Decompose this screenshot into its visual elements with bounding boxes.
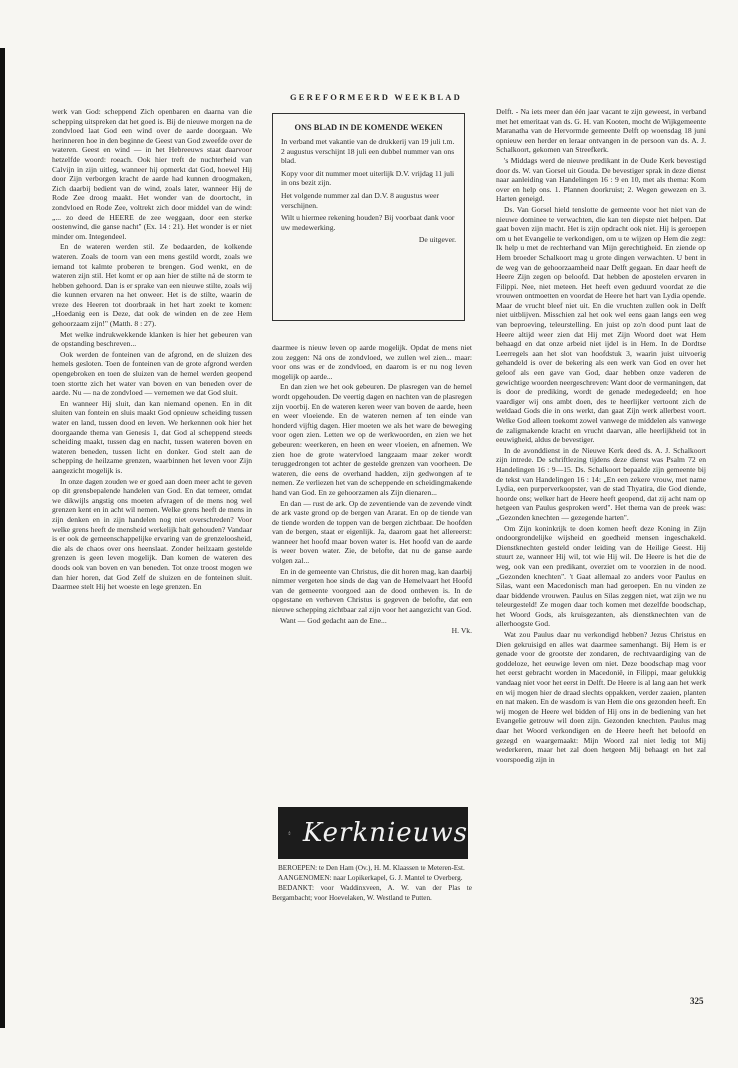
church-icon — [288, 813, 291, 853]
paragraph: werk van God: scheppend Zich openbaren en daarna van die schepping uitspreken dat het goed is. Bij de nieuwe morgen na de zondvloed laat God een wind over de aarde doorgaan. We herinneren hoe in den beginne de Geest van God zweefde over de wateren. Geest en wind — in het Hebreeuws staat daarvoor hetzelfde woord: roeach. Ook hier treft de nuchterheid van Calvijn in zijn uitleg, wanneer hij opmerkt dat God, hoewel Hij door Zijn verborgen kracht de aarde had kunnen droogmaken, Zich daarbij bedient van de wind, zoals later, wanneer Hij de Rode Zee droog maakt. Het wonder van de doortocht, in zondvloed en Rode Zee, voltrekt zich door middel van de wind: „... zo deed de HEERE de zee weggaan, door een sterke oostenwind, die ganse nacht" (Ex. 14 : 21). Het wonder is er niet minder om. Integendeel. — [52, 107, 252, 241]
notice-item: BEDANKT: voor Waddinxveen, A. W. van der Plas te Bergambacht; voor Hoevelaken, W. Westland te Putten. — [272, 884, 472, 902]
notice-item: AANGENOMEN: naar Lopikerkapel, G. J. Mantel te Overberg. — [278, 874, 463, 883]
paragraph: Ook werden de fonteinen van de afgrond, en de sluizen des hemels gesloten. Toen de fonteinen van de grote afgrond werden opengebroken en toen de sluizen van de hemel werden geopend toen stortte zich het water van boven en van beneden over de aarde. Nu — na de zondvloed — vernemen we dat God sluit. — [52, 349, 252, 398]
announcement-box — [272, 113, 465, 321]
paragraph: En in de gemeente van Christus, die dit horen mag, kan daarbij nimmer vergeten hoe sinds de dag van de Hemelvaart het Hoofd van de gemeente voorgoed aan de dood ontheven is. In de opgestane en verheven Christus is gegeven de belofte, dat een nieuwe schepping zichtbaar zal zijn voor het aangezicht van God. — [272, 566, 472, 615]
announcement-signature: De uitgever. — [418, 235, 456, 245]
paragraph: En de wateren werden stil. Ze bedaarden, de kolkende wateren. Zoals de toorn van een mens gestild wordt, zoals we iemand tot kalmte proberen te brengen. God wenkt, en de wateren zijn stil. Het komt er op aan hier de stilte ná de storm te hebben gehoord. Dan is er sprake van een nieuwe stilte, zoals wij die kunnen ervaren na het onweer. Het is de stilte, waarin de vreze des Heeren tot doorbraak in het hart zoekt te komen: „Hoedanig een is Deze, dat ook de winden en de zee Hem gehoorzaam zijn!" (Matth. 8 : 27). — [52, 242, 252, 329]
paragraph: Met welke indrukwekkende klanken is hier het gebeuren van de opstanding beschreven... — [52, 329, 252, 349]
paragraph: En dan — rust de ark. Op de zeventiende van de zevende vindt de ark vaste grond op de bergen van Ararat. En op de tiende van de tiende worden de toppen van de bergen zichtbaar. De hoofden van de bergen, staat er eigenlijk. Ja, daarom gaat het allereerst: wanneer het hoofd maar boven water is. Het hoofd van de aarde is weer boven water. Zie, de belofte, dat nu de ganse aarde volgen zal... — [272, 498, 472, 566]
kerknieuws-logo — [278, 807, 468, 859]
paragraph: 's Middags werd de nieuwe predikant in de Oude Kerk bevestigd door ds. W. van Gorsel uit Gouda. De bevestiger sprak in deze dienst naar aanleiding van Handelingen 16 : 9 en 10, met als thema: Kom over en help ons. 1. Plannen doorkruist; 2. Wegen gewezen en 3. Harten geneigd. — [496, 155, 706, 204]
paragraph: Ds. Van Gorsel hield tenslotte de gemeente voor het niet van de nieuwe dominee te verwachten, die kan ten diepste niet helpen. Dat gaat boven zijn macht. Het is zijn opdracht ook niet. Hij is geroepen om u het Evangelie te verkondigen, om u te wijzen op Hem die zegt: Ik help u met de rechterhand van Mijn gerechtigheid. En ziende op Hem broeder Schalkoort mag u grote dingen verwachten. U bent in de weg van de gehoorzaamheid naar Delft gegaan. En daar heeft de Heere Zijn zegen op beloofd. Dat hebben de apostelen ervaren in Filippi. Nee, niet meteen. Het heeft even geduurd voordat ze die vrouwen ontmoetten en voordat de Heere het hart van Lydia opende. Maar de vrucht bleef niet uit. En die vruchten zullen ook in Delft niet uitblijven. Misschien zal het ook wel eens gaan langs een weg van beproeving, teleurstelling. En juist op zo'n dood punt laat de Heere altijd weer zien dat Hij met Zijn Woord doet wat Hem behaagd en dat onze arbeid niet ijdel is in Hem. In de Dordtse Leerregels aan het slot van hoofdstuk 3, waarin juist uitvoerig gehandeld is over de bekering als een werk van God en over het geloof als een gave van God, daar hebben onze vaderen de gewichtige woorden neergeschreven: Want door de vermaningen, dat is door de prediking, wordt de genade medegedeeld; en hoe vaardiger wij ons ambt doen, des te heerlijker vertoont zich de weldaad Gods die in ons werkt, dan gaat Zijn werk allerbest voort. Welke God alleen toekomt zowel vanwege de middelen als vanwege de zaligmakende kracht en vrucht daarvan, alle heerlijkheid tot in eeuwigheid, aldus de bevestiger. — [496, 204, 706, 445]
article-signature: H. Vk. — [451, 626, 472, 636]
column-3 — [496, 107, 706, 1022]
kerknieuws-title: Kerknieuws — [302, 818, 468, 848]
announcement-paragraph: Wilt u hiermee rekening houden? Bij voorbaat dank voor uw medewerking. — [281, 213, 455, 232]
page-number: 325 — [690, 996, 704, 1006]
paragraph: En dan zien we het ook gebeuren. De plasregen van de hemel wordt opgehouden. De veertig dagen en nachten van de plasregen zijn voorbij. En de wateren keren weer van boven de aarde, heen en weer vloeiende. En de wateren nemen af ten einde van honderd vijftig dagen. Hier moeten we als het ware de beweging voor ogen zien. Letten we op de werkwoorden, en zien we het gebeuren: weerkeren, en heen en weer vloeien, en afnemen. We zien hoe de grote watervloed langzaam maar zeker wordt teruggedrongen tot achter de gestelde grenzen van voorheen. De wateren, die eens de overhand hadden, zijn gedwongen af te nemen. Ze verliezen het van de scheppende en scheidingmakende hand van God. En ze gehoorzamen als Zijn dienaren... — [272, 382, 472, 497]
left-margin-bar — [0, 48, 5, 1028]
column-1 — [52, 107, 252, 972]
paragraph: daarmee is nieuw leven op aarde mogelijk. Opdat de mens niet zou zeggen: Ná ons de zondvloed, we zullen wel zien... maar: voor ons was er de zondvloed, en daarom is er nu nog leven mogelijk op aarde... — [272, 343, 472, 381]
paragraph: In de avonddienst in de Nieuwe Kerk deed ds. A. J. Schalkoort zijn intrede. De schriftlezing tijdens deze dienst was Psalm 72 en Handelingen 16 : 9—15. Ds. Schalkoort bepaalde zijn gemeente bij de tekst van Handelingen 16 : 14: „En een zekere vrouw, met name Lydia, een purperverkoopster, van de stad Thyatira, die God diende, hoorde ons; welker hart de Heere heeft geopend, dat zij acht nam op hetgeen van Paulus gesproken werd". Het thema van de preek was: „Gezonden knechten — gezegende harten". — [496, 445, 706, 522]
announcement-paragraph: In verband met vakantie van de drukkerij van 19 juli t.m. 2 augustus verschijnt 18 juli een dubbel nummer van ons blad. — [281, 137, 455, 166]
announcement-title: ONS BLAD IN DE KOMENDE WEKEN — [294, 123, 443, 132]
page-header: GEREFORMEERD WEEKBLAD — [290, 92, 462, 102]
church-notices — [272, 864, 472, 904]
announcement-paragraph: Het volgende nummer zal dan D.V. 8 augustus weer verschijnen. — [281, 190, 440, 210]
column-2 — [272, 343, 472, 743]
paragraph: In onze dagen zouden we er goed aan doen meer acht te geven op dit grensbepalende handelen van God. En dat temeer, omdat we dikwijls angstig ons moeten afvragen of de mens nog wel grenzen kent en in acht wil nemen. Welke grens heeft de mens in zijn denken en in zijn handelen nog niet overschreden? Voor welke grens heeft de mensheid werkelijk halt gehouden? Vandaar is er ook de gemeenschappelijke ervaring van de grenzeloosheid, die als de chaos over ons heenslaat. Zonder heilzaam gestelde grenzen is geen leven mogelijk. Dan komen de wateren des doods ook van boven en van beneden. Tot onze troost mogen we dan hier horen, dat God Zelf de sluizen en de fonteinen sluit. Daarmee stelt Hij het woeste en lege grenzen. En — [52, 476, 252, 592]
notice-item: BEROEPEN: te Den Ham (Ov.), H. M. Klaassen te Meteren-Est. — [278, 864, 465, 872]
paragraph: Wat zou Paulus daar nu verkondigd hebben? Jezus Christus en Dien gekruisigd en alles wat daarmee samenhangt. Bij Hem is er genade voor de grootste der zondaren, de rechtvaardiging van de goddeloze, het eeuwige leven om niet. Deze boodschap mag voor het eerst gebracht worden in Macedonië, in Filippi, maar gelukkig vandaag niet voor het eerst in Delft. De Heere is al lang aan het werk en wij mogen hier de draad slechts oppakken, verder zaaien, planten en nat maken. En de wasdom is van Hem die ons gezonden heeft. En wij mogen de Heere wel bidden of Hij ons in de bediening van het Evangelie getrouw wil doen zijn. Gezonden knechten. Paulus mag daar het Woord verkondigen en de Heere heeft het beloofd en gezegd en waargemaakt: Mijn Woord zal niet ledig tot Mij wederkeren, maar het zal doen hetgeen Mij behaagt en het zal voorspoedig zijn in — [496, 630, 706, 764]
paragraph: Om Zijn koninkrijk te doen komen heeft deze Koning in Zijn ondoorgrondelijke wijsheid en goedheid mensen ingeschakeld. Dienstknechten gesteld onder leiding van de Heilige Geest. Hij stuurt ze, wanneer Hij wil, tot wie Hij wil. De Heere is het die de weg, ook van een predikant, overziet om te voorzien in de nood. „Gezonden knechten". 't Gaat allemaal zo anders voor Paulus en Silas, want een Macedonisch man had geroepen. En nu vinden ze daar biddende vrouwen. Paulus en Silas zeggen niet, wat zijn we nu teleurgesteld! Ze mogen daar toch komen met dezelfde boodschap, het Woord Gods, als kruisgezanten, als dienstknechten van de allerhoogste God. — [496, 523, 706, 629]
paragraph: Delft. - Na iets meer dan één jaar vacant te zijn geweest, in verband met het emeritaat van ds. G. H. van Kooten, mocht de Wijkgemeente Maranatha van de Hervormde gemeente Delft op woensdag 18 juni opnieuw een herder en leraar ontvangen in de persoon van ds. A. J. Schalkoort, gekomen van Streefkerk. — [496, 107, 706, 155]
paragraph: Want — God gedacht aan de Ene... — [280, 615, 387, 625]
paragraph: En wanneer Hij sluit, dan kan niemand openen. En in dit sluiten van fontein en sluis maakt God opnieuw scheiding tussen water en land, tussen dood en leven. We herkennen ook hier het doorgaande thema van Genesis 1, dat God al scheppend steeds scheiding maakt, tussen dag en nacht, tussen wateren boven en wateren beneden, tussen licht en donker. God stelt aan de schepping de heilzame grenzen, waarbinnen het leven voor Zijn aangezicht mogelijk is. — [52, 398, 252, 475]
announcement-paragraph: Kopy voor dit nummer moet uiterlijk D.V. vrijdag 11 juli in ons bezit zijn. — [281, 168, 455, 188]
